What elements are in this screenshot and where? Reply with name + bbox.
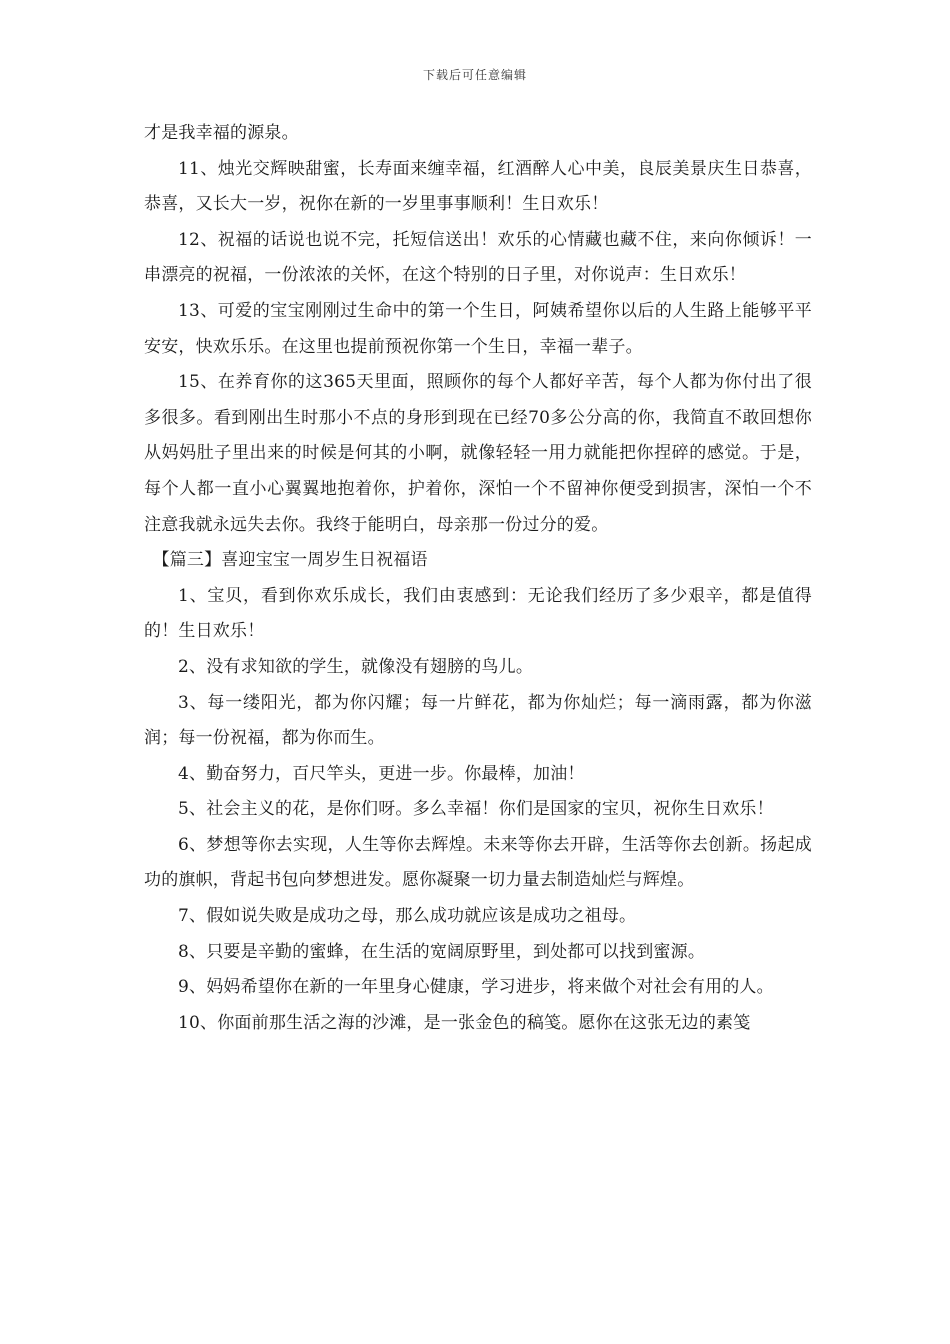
list-item: 4、勤奋努力，百尺竿头，更进一步。你最棒，加油！ [178, 763, 585, 784]
paragraph: 才是我幸福的源泉。 [144, 123, 299, 143]
list-item: 9、妈妈希望你在新的一年里身心健康，学习进步，将来做个对社会有用的人。 [178, 977, 774, 998]
list-item: 1、宝贝，看到你欢乐成长，我们由衷感到：无论我们经历了多少艰辛，都是值得的！生日欢乐！ [144, 585, 812, 642]
paragraph: 12、祝福的话说也说不完，托短信送出！欢乐的心情藏也藏不住，来向你倾诉！一串漂亮的祝福，一份浓浓的关怀，在这个特别的日子里，对你说声：生日欢乐！ [144, 229, 812, 286]
list-item: 5、社会主义的花，是你们呀。多么幸福！你们是国家的宝贝，祝你生日欢乐！ [178, 799, 774, 820]
document-body [144, 116, 812, 1041]
list-item: 8、只要是辛勤的蜜蜂，在生活的宽阔原野里，到处都可以找到蜜源。 [178, 941, 706, 962]
list-item: 10、你面前那生活之海的沙滩，是一张金色的稿笺。愿你在这张无边的素笺 [178, 1012, 751, 1033]
page-header: 下载后可任意编辑 [422, 68, 527, 82]
section-heading: 【篇三】喜迎宝宝一周岁生日祝福语 [152, 550, 428, 571]
paragraph: 15、在养育你的这365天里面，照顾你的每个人都好辛苦，每个人都为你付出了很多很多。看到刚出生时那小不点的身形到现在已经70多公分高的你，我简直不敢回想你从妈妈肚子里出来的时候是何其的小啊，就像轻轻一用力就能把你捏碎的感觉。于是，每个人都一直小心翼翼地抱着你，护着你，深怕一个不留神你便受到损害，深怕一个不注意我就永远失去你。我终于能明白，母亲那一份过分的爱。 [144, 372, 812, 535]
paragraph: 13、可爱的宝宝刚刚过生命中的第一个生日，阿姨希望你以后的人生路上能够平平安安，快欢乐乐。在这里也提前预祝你第一个生日，幸福一辈子。 [144, 300, 812, 357]
list-item: 6、梦想等你去实现，人生等你去辉煌。未来等你去开辟，生活等你去创新。扬起成功的旗帜，背起书包向梦想进发。愿你凝聚一切力量去制造灿烂与辉煌。 [144, 834, 812, 891]
list-item: 7、假如说失败是成功之母，那么成功就应该是成功之祖母。 [178, 906, 637, 927]
list-item: 2、没有求知欲的学生，就像没有翅膀的鸟儿。 [178, 656, 534, 677]
list-item: 3、每一缕阳光，都为你闪耀；每一片鲜花，都为你灿烂；每一滴雨露，都为你滋润；每一份祝福，都为你而生。 [144, 692, 812, 749]
paragraph: 11、烛光交辉映甜蜜，长寿面来缠幸福，红酒醉人心中美，良辰美景庆生日恭喜，恭喜，又长大一岁，祝你在新的一岁里事事顺利！生日欢乐！ [144, 158, 812, 215]
